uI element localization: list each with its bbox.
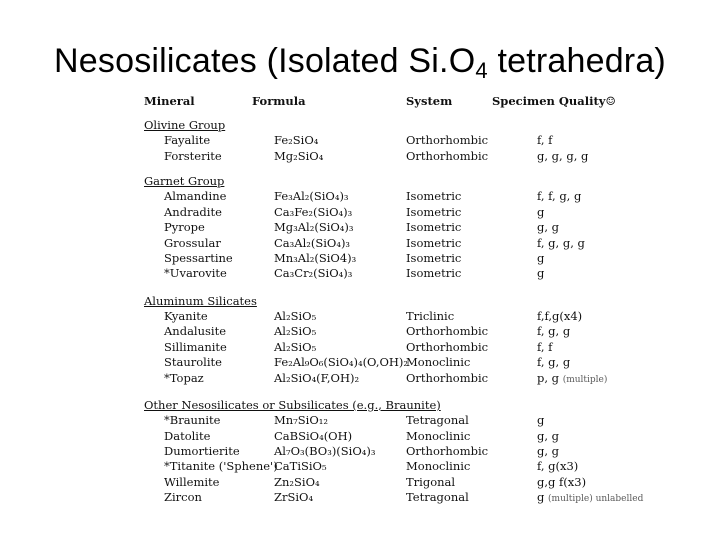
mineral-cell: *Braunite: [164, 413, 221, 428]
group-title: Olivine Group: [144, 118, 226, 132]
mineral-cell: Datolite: [164, 428, 211, 443]
system-cell: Isometric: [406, 204, 462, 219]
system-cell: Monoclinic: [406, 459, 471, 474]
quality-cell: g, g, g, g: [537, 148, 589, 163]
table-row: [138, 133, 618, 148]
group-title: Aluminum Silicates: [144, 293, 257, 308]
system-cell: Orthorhombic: [406, 370, 489, 385]
system-cell: Monoclinic: [406, 428, 471, 443]
slide-title: [0, 42, 720, 81]
slide-title-main: Nesosilicates (Isolated Si.O: [54, 42, 476, 80]
mineral-group: [138, 174, 618, 282]
mineral-cell: Andalusite: [164, 324, 227, 339]
formula-cell: Ca₃Cr₂(SiO₄)₃: [274, 266, 353, 281]
quality-cell: f, g(x3): [537, 459, 579, 474]
quality-cell: f, g, g: [537, 355, 571, 370]
quality-cell: [537, 371, 607, 388]
table-row: [138, 236, 618, 251]
formula-cell: Mn₇SiO₁₂: [274, 413, 328, 428]
table-row: [138, 444, 618, 459]
system-cell: Tetragonal: [406, 490, 469, 505]
mineral-cell: Forsterite: [164, 148, 222, 163]
mineral-cell: Sillimanite: [164, 339, 227, 354]
table-row: [138, 413, 618, 428]
system-cell: Isometric: [406, 235, 462, 250]
mineral-cell: Fayalite: [164, 133, 211, 148]
formula-cell: Al₂SiO₅: [274, 309, 317, 324]
formula-cell: Mg₃Al₂(SiO₄)₃: [274, 220, 354, 235]
table-row: [138, 220, 618, 235]
mineral-cell: *Titanite ('Sphene'): [164, 459, 278, 474]
mineral-cell: Grossular: [164, 235, 221, 250]
header-mineral: Mineral: [144, 94, 195, 108]
mineral-group: [138, 118, 618, 164]
header-quality: Specimen Quality☺: [492, 94, 616, 108]
system-cell: Orthorhombic: [406, 148, 489, 163]
formula-cell: Mn₃Al₂(SiO4)₃: [274, 250, 357, 265]
quality-note: (multiple): [562, 374, 608, 385]
quality-cell: g: [537, 204, 545, 219]
slide-title-subscript: 4: [475, 58, 488, 83]
table-row: [138, 149, 618, 164]
table-row: [138, 475, 618, 490]
formula-cell: Ca₃Al₂(SiO₄)₃: [274, 235, 351, 250]
mineral-cell: Almandine: [164, 189, 227, 204]
mineral-cell: *Topaz: [164, 370, 204, 385]
formula-cell: Al₇O₃(BO₃)(SiO₄)₃: [274, 444, 376, 459]
formula-cell: ZrSiO₄: [274, 490, 314, 505]
quality-value: p, g: [537, 370, 560, 385]
table-row: [138, 309, 618, 324]
formula-cell: Al₂SiO₄(F,OH)₂: [274, 370, 360, 385]
table-body: [138, 118, 644, 506]
quality-value: g: [537, 490, 545, 505]
formula-cell: Zn₂SiO₄: [274, 474, 320, 489]
quality-cell: g, g: [537, 444, 560, 459]
system-cell: Tetragonal: [406, 413, 469, 428]
table-row: [138, 205, 618, 220]
formula-cell: CaTiSiO₅: [274, 459, 327, 474]
table-row: [138, 340, 618, 355]
mineral-cell: *Uvarovite: [164, 266, 227, 281]
table-row: [138, 189, 618, 204]
formula-cell: Fe₂Al₉O₆(SiO₄)₄(O,OH)₂: [274, 355, 409, 370]
formula-cell: Ca₃Fe₂(SiO₄)₃: [274, 204, 353, 219]
quality-cell: g: [537, 413, 545, 428]
formula-cell: Fe₃Al₂(SiO₄)₃: [274, 189, 349, 204]
quality-cell: f,f,g(x4): [537, 309, 583, 324]
mineral-group: [138, 294, 618, 386]
slide-title-end: tetrahedra): [487, 42, 666, 80]
mineral-cell: Zircon: [164, 490, 202, 505]
system-cell: Isometric: [406, 189, 462, 204]
quality-note: (multiple) unlabelled: [548, 494, 644, 505]
mineral-table: [138, 94, 644, 506]
formula-cell: Al₂SiO₅: [274, 339, 317, 354]
mineral-group: [138, 397, 644, 506]
quality-cell: f, g, g: [537, 324, 571, 339]
system-cell: Isometric: [406, 250, 462, 265]
table-row: [138, 355, 618, 370]
header-formula: Formula: [252, 94, 306, 108]
table-row: [138, 371, 618, 386]
table-header: [138, 94, 618, 112]
mineral-cell: Staurolite: [164, 355, 222, 370]
quality-cell: g,g f(x3): [537, 474, 587, 489]
table-row: [138, 490, 644, 505]
system-cell: Orthorhombic: [406, 444, 489, 459]
system-cell: Orthorhombic: [406, 339, 489, 354]
system-cell: Triclinic: [406, 309, 455, 324]
quality-cell: g: [537, 250, 545, 265]
system-cell: Monoclinic: [406, 355, 471, 370]
group-title: Other Nesosilicates or Subsilicates (e.g., Braunite): [144, 397, 441, 412]
quality-cell: f, f: [537, 133, 553, 148]
formula-cell: Mg₂SiO₄: [274, 148, 324, 163]
mineral-cell: Spessartine: [164, 250, 233, 265]
header-system: System: [406, 94, 453, 108]
formula-cell: Fe₂SiO₄: [274, 133, 319, 148]
quality-cell: g, g: [537, 428, 560, 443]
quality-cell: f, g, g, g: [537, 235, 585, 250]
mineral-cell: Kyanite: [164, 309, 208, 324]
mineral-cell: Andradite: [164, 204, 222, 219]
system-cell: Isometric: [406, 266, 462, 281]
table-row: [138, 429, 618, 444]
system-cell: Orthorhombic: [406, 324, 489, 339]
mineral-cell: Willemite: [164, 474, 220, 489]
formula-cell: CaBSiO₄(OH): [274, 428, 353, 443]
mineral-cell: Pyrope: [164, 220, 205, 235]
quality-cell: g, g: [537, 220, 560, 235]
table-row: [138, 251, 618, 266]
table-row: [138, 266, 618, 281]
quality-cell: f, f, g, g: [537, 189, 582, 204]
system-cell: Orthorhombic: [406, 133, 489, 148]
formula-cell: Al₂SiO₅: [274, 324, 317, 339]
system-cell: Trigonal: [406, 474, 456, 489]
group-title: Garnet Group: [144, 174, 225, 189]
quality-cell: [537, 490, 643, 507]
mineral-cell: Dumortierite: [164, 444, 240, 459]
quality-cell: f, f: [537, 339, 553, 354]
table-row: [138, 459, 618, 474]
system-cell: Isometric: [406, 220, 462, 235]
quality-cell: g: [537, 266, 545, 281]
table-row: [138, 324, 618, 339]
